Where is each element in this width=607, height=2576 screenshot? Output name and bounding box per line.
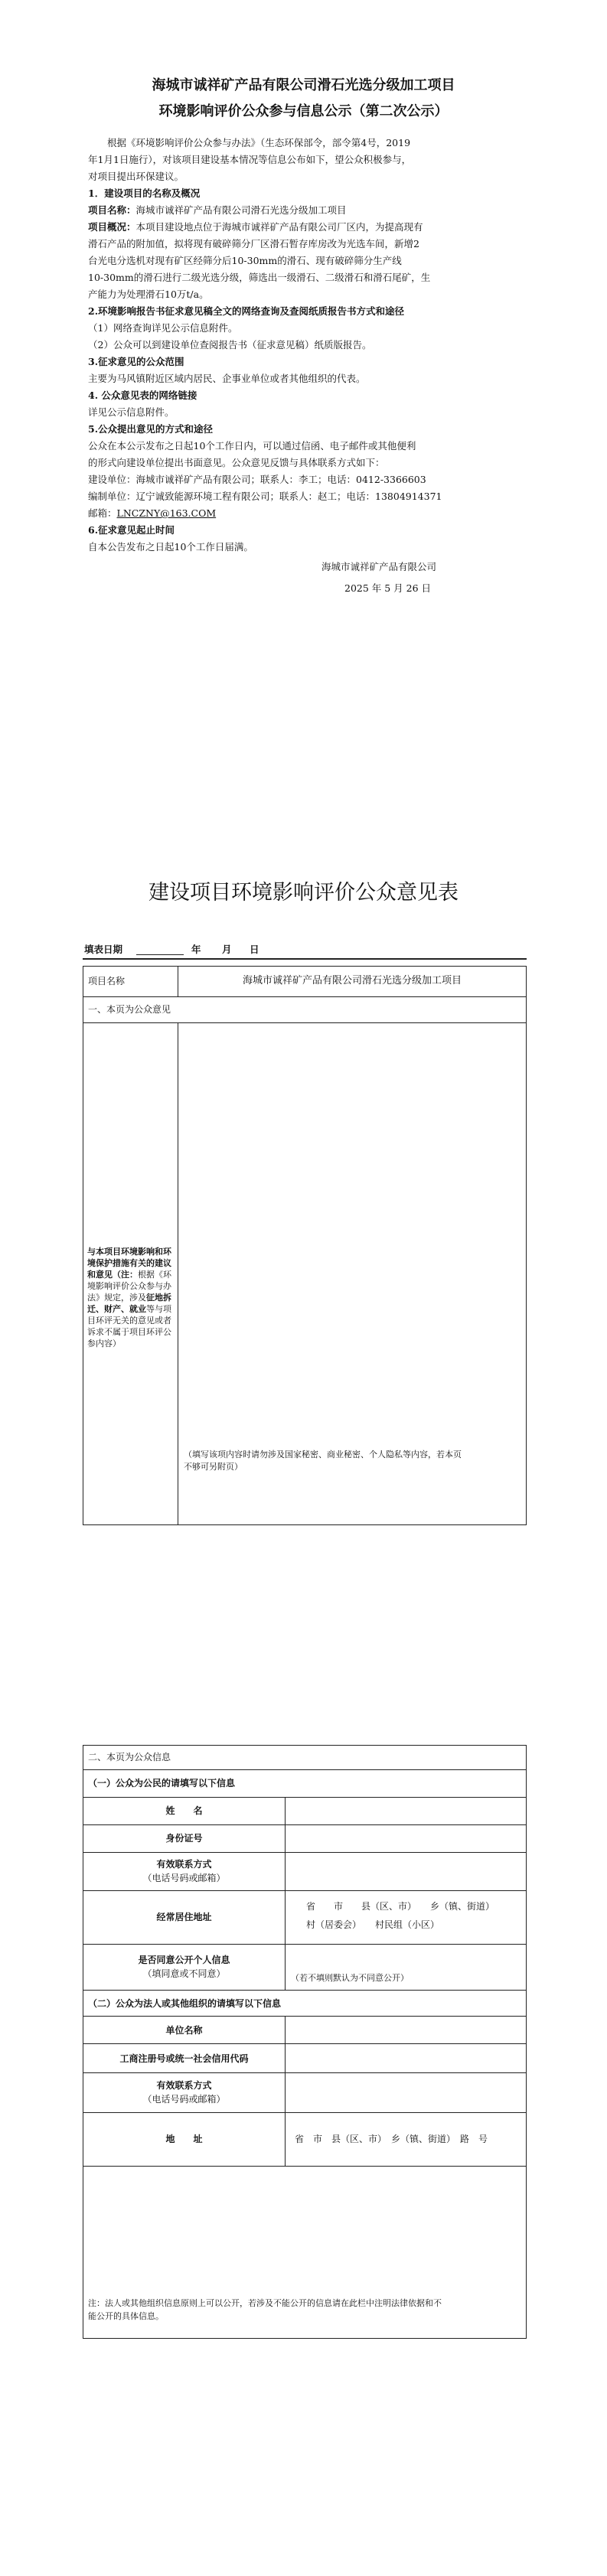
opinion-note-line: 不够可另附页） <box>184 1462 243 1472</box>
residence-label: 经常居住地址 <box>156 1912 212 1922</box>
contact-editor: 编制单位：辽宁诚致能源环境工程有限公司；联系人：赵工；电话：13804914371 <box>88 491 442 502</box>
section-item: （2）公众可以到建设单位查阅报告书（征求意见稿）纸质版报告。 <box>88 339 372 351</box>
org-name-label: 单位名称 <box>165 2025 203 2036</box>
intro-line: 年1月1日施行），对该项目建设基本情况等信息公布如下，望公众积极参与， <box>88 154 412 165</box>
section-heading: 2.环境影响报告书征求意见稿全文的网络查询及查阅纸质报告书方式和途径 <box>88 305 405 317</box>
fill-date-year-line[interactable] <box>136 954 184 955</box>
publish-label: 是否同意公开个人信息 <box>138 1955 230 1965</box>
table-border <box>83 2112 527 2113</box>
residence-line2[interactable]: 村（居委会） 村民组（小区） <box>306 1919 440 1930</box>
section-heading: 5.公众提出意见的方式和途径 <box>88 423 214 435</box>
contact-label: 有效联系方式 <box>156 1859 212 1870</box>
form-title: 建设项目环境影响评价公众意见表 <box>148 881 459 905</box>
id-label: 身份证号 <box>165 1833 203 1844</box>
opinion-note-line: （填写该项内容时请勿涉及国家秘密、商业秘密、个人隐私等内容，若本页 <box>184 1449 462 1459</box>
table-border <box>83 2166 527 2167</box>
fill-date-year: 年 <box>191 944 201 955</box>
table-border <box>83 1824 527 1825</box>
id-input[interactable] <box>286 1826 525 1851</box>
table-border <box>83 1524 527 1525</box>
opinion-label-emph: 征地拆迁、财产、就业 <box>87 1293 171 1314</box>
overview-label: 项目概况： <box>88 221 136 233</box>
contact-unit: 建设单位：海城市诚祥矿产品有限公司；联系人：李工；电话：0412-3366603 <box>88 474 426 485</box>
org-contact-label: 有效联系方式 <box>156 2080 212 2091</box>
publish-sub: （填同意或不同意） <box>142 1968 226 1979</box>
table-border <box>285 2016 286 2166</box>
opinion-label-text: 等与项目环评无关的意见或者诉求不属于项目环评公参内容） <box>87 1304 171 1348</box>
notice-title-line2: 环境影响评价公众参与信息公示（第二次公示） <box>158 103 449 119</box>
project-label: 项目名称 <box>88 976 126 986</box>
contact-input[interactable] <box>286 1854 525 1890</box>
section-text: 公众在本公示发布之日起10个工作日内，可以通过信函、电子邮件或其他便利 <box>88 440 416 452</box>
org-subheading: （二）公众为法人或其他组织的请填写以下信息 <box>88 1998 282 2009</box>
notice-title-line1: 海城市诚祥矿产品有限公司滑石光选分级加工项目 <box>152 77 455 93</box>
section-heading: 3.征求意见的公众范围 <box>88 356 184 367</box>
table-border <box>83 966 527 967</box>
section-text: 的形式向建设单位提出书面意见。公众意见反馈与具体联系方式如下： <box>88 457 385 468</box>
section-heading: 6.征求意见起止时间 <box>88 524 175 536</box>
table-border <box>83 1852 527 1853</box>
table-border <box>83 1769 527 1770</box>
table-border <box>83 1022 527 1023</box>
citizen-subheading: （一）公众为公民的请填写以下信息 <box>88 1778 236 1789</box>
fill-date-month: 月 <box>222 944 232 955</box>
section-text: 自本公告发布之日起10个工作日届满。 <box>88 541 253 553</box>
org-name-input[interactable] <box>286 2017 525 2043</box>
table-border <box>285 1797 286 1990</box>
section-heading: 4. 公众意见表的网络链接 <box>88 390 197 401</box>
address-label: 地 址 <box>165 2134 203 2144</box>
fill-date-label: 填表日期 <box>84 944 123 955</box>
table-border <box>526 966 527 1525</box>
overview-text: 本项目建设地点位于海城市诚祥矿产品有限公司厂区内，为提高现有 <box>135 221 423 233</box>
table-border <box>83 1944 527 1945</box>
publish-input[interactable] <box>286 1945 525 1968</box>
signature-company: 海城市诚祥矿产品有限公司 <box>321 561 437 572</box>
project-name-row <box>88 204 347 217</box>
project-value: 海城市诚祥矿产品有限公司滑石光选分级加工项目 <box>242 975 462 986</box>
part1-heading: 一、本页为公众意见 <box>88 1004 171 1015</box>
table-border <box>83 1990 527 1991</box>
overview-line: 滑石产品的附加值，拟将现有破碎筛分厂区滑石暂存库房改为光选车间，新增2 <box>88 238 419 249</box>
publish-note: （若不填则默认为不同意公开） <box>291 1973 409 1983</box>
section-heading: 1．建设项目的名称及概况 <box>88 187 201 199</box>
residence-line1[interactable]: 省 市 县（区、市） 乡（镇、街道） <box>306 1901 495 1912</box>
email-row <box>88 507 216 520</box>
overview-line: 10-30mm的滑石进行二级光选分级，筛选出一级滑石、二级滑石和滑石尾矿，生 <box>88 272 431 283</box>
email-label: 邮箱： <box>88 507 117 519</box>
table-border <box>83 2072 527 2073</box>
org-contact-input[interactable] <box>286 2074 525 2111</box>
section-text: 主要为马风镇附近区域内居民、企事业单位或者其他组织的代表。 <box>88 373 366 384</box>
table-border <box>526 1745 527 2339</box>
table-border <box>83 2043 527 2044</box>
opinion-label-emph: 与本项目环境影响和环境保护措施有关的建议和意见（注： <box>87 1247 171 1280</box>
intro-line: 根据《环境影响评价公众参与办法》（生态环保部令，部令第4号，2019 <box>107 137 411 148</box>
overview-row <box>88 220 423 233</box>
part2-heading: 二、本页为公众信息 <box>88 1752 171 1762</box>
project-name-value: 海城市诚祥矿产品有限公司滑石光选分级加工项目 <box>135 204 347 216</box>
project-name-label: 项目名称： <box>88 204 136 216</box>
name-input[interactable] <box>286 1798 525 1824</box>
table-border <box>83 996 527 997</box>
intro-line: 对项目提出环保建议。 <box>88 171 184 182</box>
section-item: （1）网络查询详见公示信息附件。 <box>88 322 238 334</box>
name-label: 姓 名 <box>165 1805 203 1816</box>
reg-label: 工商注册号或统一社会信用代码 <box>119 2053 249 2064</box>
overview-line: 产能力为处理滑石10万t/a。 <box>88 289 209 300</box>
fill-date-day: 日 <box>250 944 259 955</box>
opinion-label-text: 根据《环境影响评价公众参与办法》规定，涉及 <box>87 1270 171 1303</box>
contact-sub: （电话号码或邮箱） <box>142 1873 226 1883</box>
signature-date: 2025 年 5 月 26 日 <box>344 582 432 594</box>
reg-input[interactable] <box>286 2045 525 2072</box>
footnote-line: 注：法人或其他组织信息原则上可以公开，若涉及不能公开的信息请在此栏中注明法律依据和不 <box>88 2298 442 2308</box>
table-border <box>83 1797 527 1798</box>
org-contact-sub: （电话号码或邮箱） <box>142 2094 226 2105</box>
table-border <box>83 1890 527 1891</box>
footnote-line: 能公开的具体信息。 <box>88 2311 164 2321</box>
table-border <box>83 2016 527 2017</box>
section-text: 详见公示信息附件。 <box>88 406 175 418</box>
opinion-label <box>87 1246 173 1349</box>
email-link[interactable]: LNCZNY@163.COM <box>116 507 217 519</box>
opinion-input-area[interactable] <box>179 1024 525 1445</box>
overview-line: 台光电分选机对现有矿区经筛分后10-30mm的滑石、现有破碎筛分生产线 <box>88 255 402 266</box>
header-rule <box>83 958 527 960</box>
address-value[interactable]: 省 市 县（区、市） 乡（镇、街道） 路 号 <box>295 2134 488 2144</box>
table-border <box>83 2338 527 2339</box>
table-border <box>83 1745 527 1746</box>
